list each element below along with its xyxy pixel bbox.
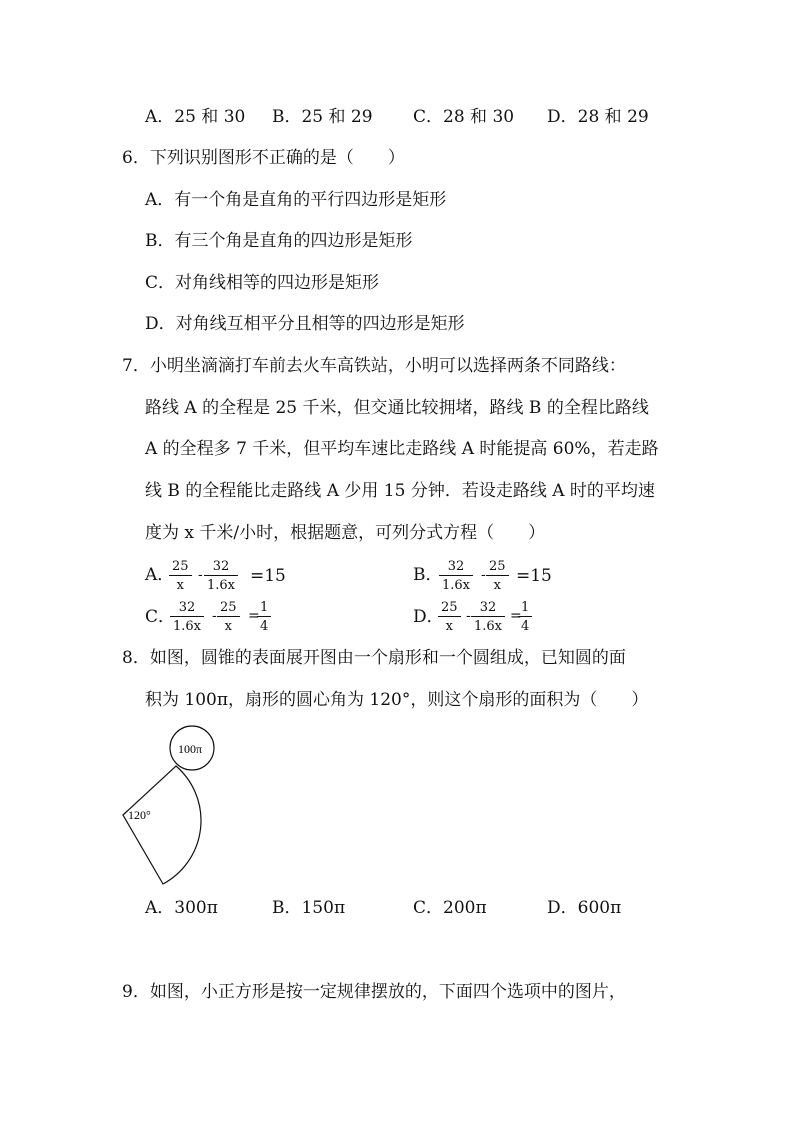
denominator: x [224, 619, 232, 634]
fraction [518, 601, 532, 633]
fraction [438, 601, 461, 633]
q6-stem: 6．下列识别图形不正确的是（ ） [122, 148, 405, 168]
denominator: 4 [521, 619, 530, 634]
fraction [257, 601, 271, 633]
numerator: 25 [169, 560, 192, 576]
denominator: 1.6x [442, 578, 471, 593]
q6-option-a: A．有一个角是直角的平行四边形是矩形 [145, 190, 447, 210]
cone-net-figure [110, 725, 220, 895]
q8-option-c: C．200π [413, 898, 487, 918]
sector-shape [123, 766, 201, 884]
q9-stem: 9．如图，小正方形是按一定规律摆放的，下面四个选项中的图片， [122, 982, 626, 1002]
q5-option-a: A．25 和 30 [145, 107, 246, 127]
q5-option-c: C．28 和 30 [413, 107, 515, 127]
angle-label: 120° [128, 808, 151, 822]
q8-option-a: A．300π [145, 898, 218, 918]
fraction [439, 560, 473, 592]
numerator: 32 [204, 560, 238, 576]
q7-stem-line-3: A 的全程多 7 千米，但平均车速比走路线 A 时能提高 60%，若走路 [145, 439, 659, 459]
fraction [486, 560, 509, 592]
numerator: 32 [471, 601, 505, 617]
fraction [170, 601, 204, 633]
minus-sign: - [466, 608, 471, 624]
numerator: 32 [170, 601, 204, 617]
q8-option-b: B．150π [272, 898, 346, 918]
circle-label: 100π [178, 742, 203, 756]
minus-sign: - [481, 567, 486, 583]
q7-stem-line-1: 7．小明坐滴滴打车前去火车高铁站，小明可以选择两条不同路线： [122, 356, 626, 376]
equals-sign: = [510, 608, 522, 624]
q7-stem-line-5: 度为 x 千米/小时，根据题意，可列分式方程（ ） [145, 523, 546, 543]
q7-option-a-letter: A． [145, 565, 175, 585]
q5-option-d: D．28 和 29 [547, 107, 649, 127]
q7-stem-line-2: 路线 A 的全程是 25 千米，但交通比较拥堵，路线 B 的全程比路线 [145, 398, 649, 418]
q6-option-c: C．对角线相等的四边形是矩形 [145, 273, 380, 293]
numerator: 25 [438, 601, 461, 617]
numerator: 32 [439, 560, 473, 576]
q6-option-d: D．对角线互相平分且相等的四边形是矩形 [145, 314, 465, 334]
q7-stem-line-4: 线 B 的全程能比走路线 A 少用 15 分钟．若设走路线 A 时的平均速 [145, 481, 655, 501]
fraction [217, 601, 240, 633]
minus-sign: - [198, 567, 203, 583]
denominator: 1.6x [173, 619, 202, 634]
minus-sign: - [212, 608, 217, 624]
numerator: 25 [486, 560, 509, 576]
q8-stem-line-2: 积为 100π，扇形的圆心角为 120°，则这个扇形的面积为（ ） [145, 690, 649, 710]
q7-option-d-letter: D． [413, 607, 444, 627]
q5-option-b: B．25 和 29 [272, 107, 373, 127]
numerator: 1 [518, 601, 532, 617]
q8-option-d: D．600π [547, 898, 622, 918]
denominator: 4 [260, 619, 269, 634]
fraction [471, 601, 505, 633]
q7-option-c-letter: C． [145, 607, 176, 627]
denominator: x [445, 619, 453, 634]
q7-option-b-rhs: =15 [516, 566, 552, 586]
fraction [169, 560, 192, 592]
equals-sign: = [248, 608, 260, 624]
q6-option-b: B．有三个角是直角的四边形是矩形 [145, 231, 413, 251]
denominator: 1.6x [207, 578, 236, 593]
denominator: x [176, 578, 184, 593]
numerator: 25 [217, 601, 240, 617]
numerator: 1 [257, 601, 271, 617]
q7-option-b-letter: B． [413, 565, 443, 585]
denominator: x [493, 578, 501, 593]
q7-option-a-rhs: =15 [250, 566, 286, 586]
denominator: 1.6x [474, 619, 503, 634]
q8-stem-line-1: 8．如图，圆锥的表面展开图由一个扇形和一个圆组成，已知圆的面 [122, 648, 626, 668]
fraction [204, 560, 238, 592]
